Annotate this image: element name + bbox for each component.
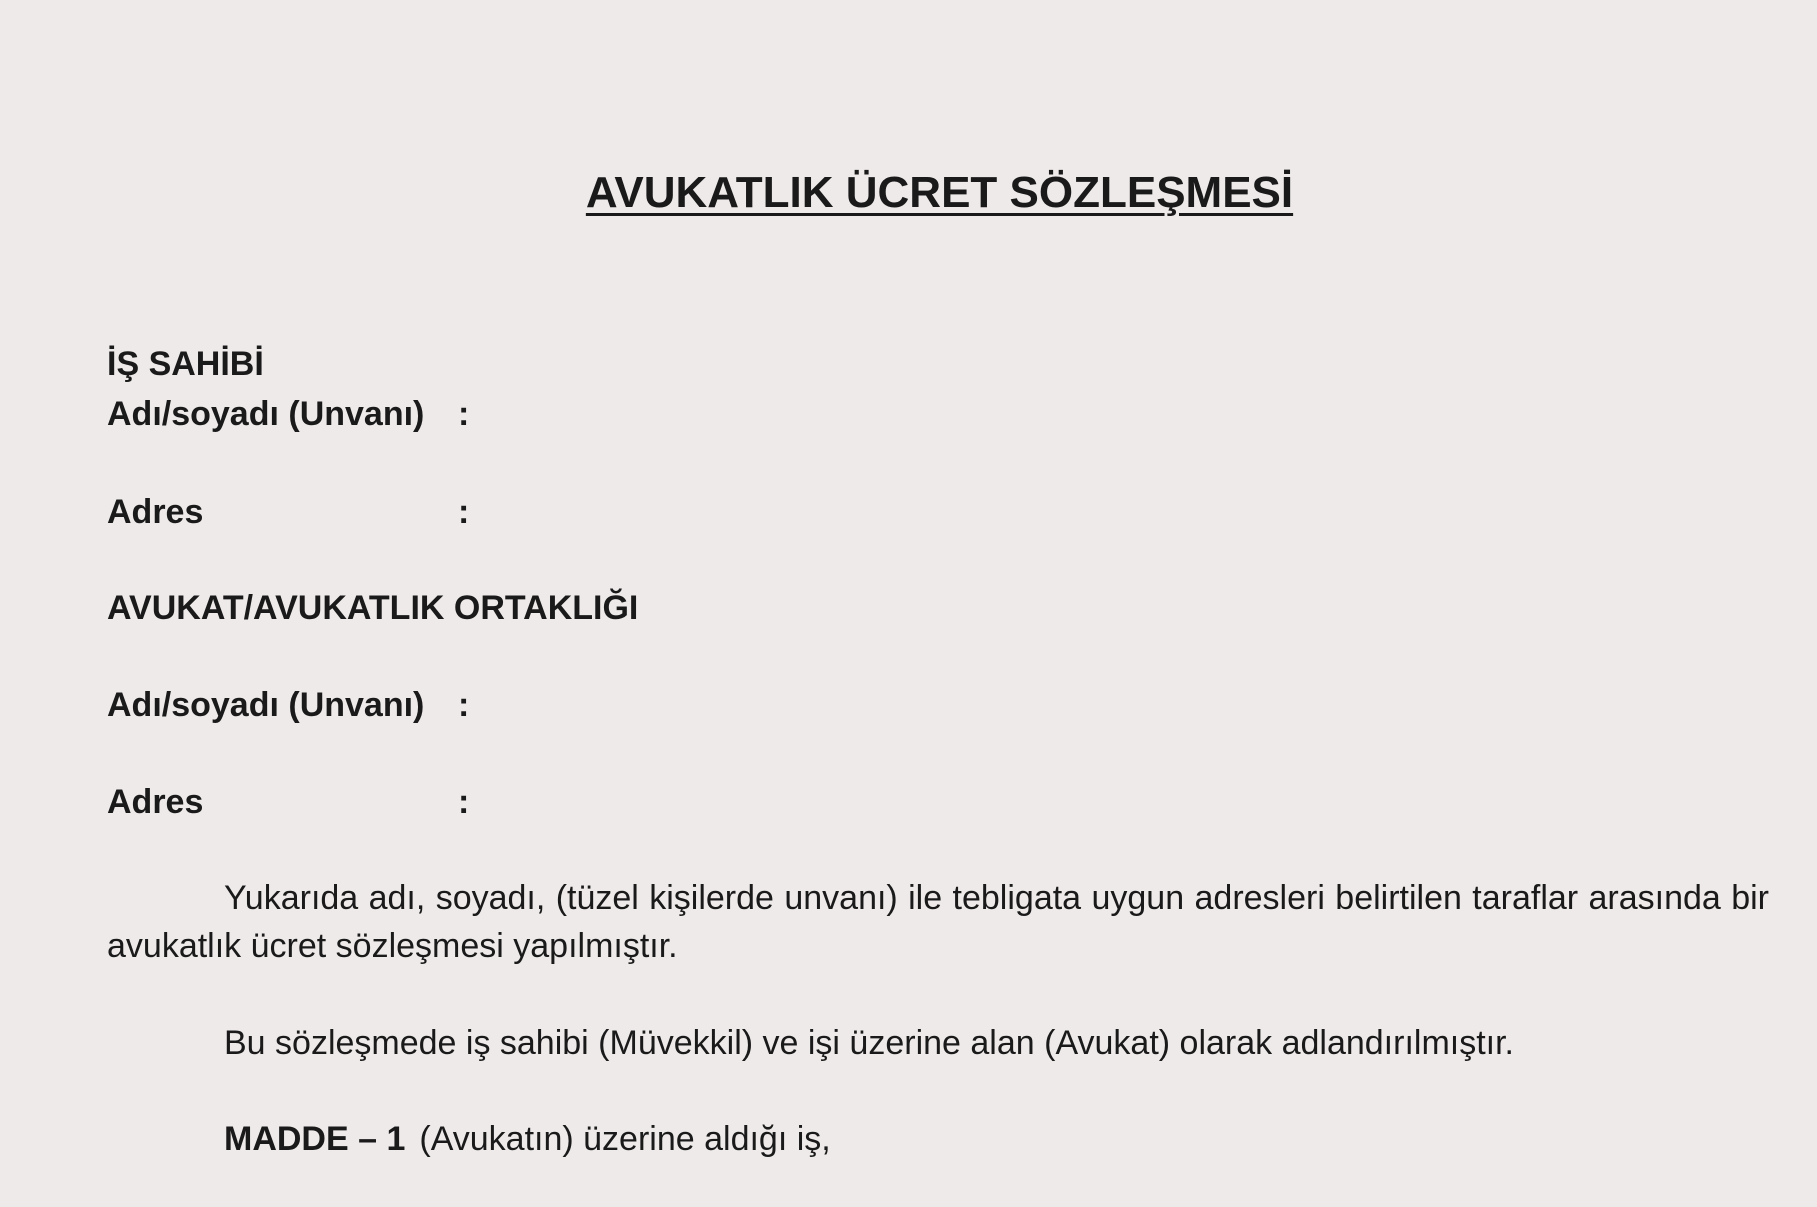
lawyer-address-label: Adres — [107, 783, 204, 821]
document-title: AVUKATLIK ÜCRET SÖZLEŞMESİ — [585, 168, 1294, 217]
naming-paragraph: Bu sözleşmede iş sahibi (Müvekkil) ve işi üzerine alan (Avukat) olarak adlandırılmıştır. — [224, 1024, 1515, 1062]
lawyer-name-colon: : — [458, 686, 470, 724]
client-section-heading: İŞ SAHİBİ — [107, 345, 264, 383]
article-1-number: MADDE – 1 — [224, 1120, 406, 1158]
lawyer-name-label: Adı/soyadı (Unvanı) — [107, 686, 425, 724]
lawyer-address-colon: : — [458, 783, 470, 821]
lawyer-section-heading: AVUKAT/AVUKATLIK ORTAKLIĞI — [107, 589, 639, 627]
client-address-label: Adres — [107, 493, 204, 531]
article-1-text: (Avukatın) üzerine aldığı iş, — [419, 1120, 831, 1158]
client-address-colon: : — [458, 493, 470, 531]
article-1 — [224, 1119, 831, 1159]
client-name-colon: : — [458, 395, 470, 433]
client-name-label: Adı/soyadı (Unvanı) — [107, 395, 425, 433]
intro-paragraph: Yukarıda adı, soyadı, (tüzel kişilerde unvanı) ile tebligata uygun adresleri belirtilen taraflar arasında bir avukatlık ücret sözleşmesi yapılmıştır. — [107, 879, 1769, 965]
